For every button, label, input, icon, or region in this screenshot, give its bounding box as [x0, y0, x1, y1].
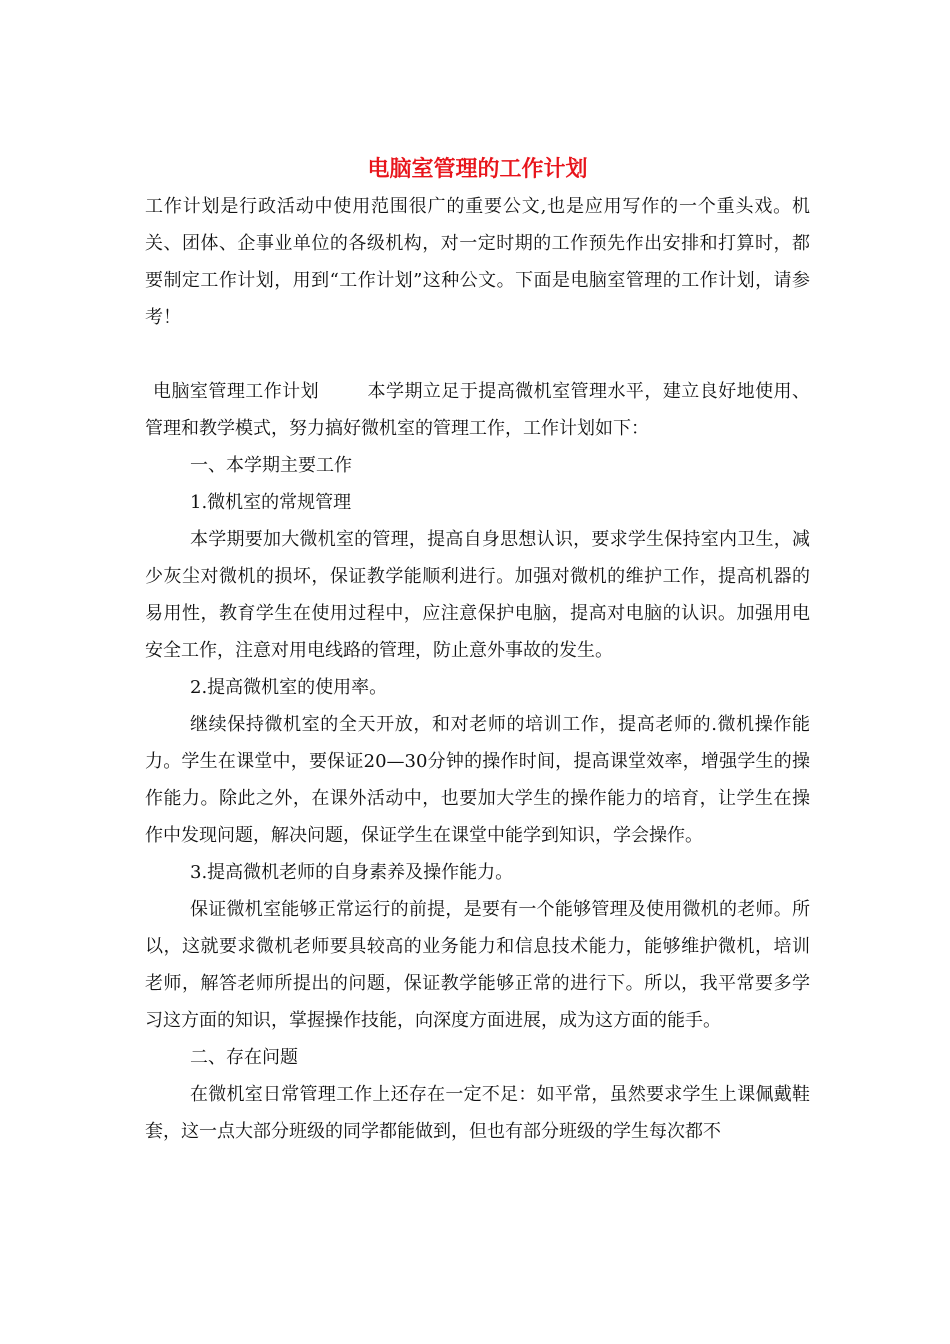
document-title: 电脑室管理的工作计划: [367, 156, 588, 182]
item-2-body: 继续保持微机室的全天开放，和对老师的培训工作，提高老师的.微机操作能力。学生在课堂中，要保证20—30分钟的操作时间，提高课堂效率，增强学生的操作能力。除此之外，在课外活动中，也要加大学生的操作能力的培育，让学生在操作中发现问题，解决问题，保证学生在课堂中能学到知识，学会操作。: [145, 714, 810, 846]
item-3-title: 3.提高微机老师的自身素养及操作能力。: [190, 862, 514, 883]
heading-problems: 二、存在问题: [190, 1047, 298, 1068]
heading-main-work: 一、本学期主要工作: [190, 455, 352, 476]
opening-text: 本学期立足于提高微机室管理水平，建立良好地使用、管理和教学模式，努力搞好微机室的管理工作，工作计划如下：: [145, 381, 811, 439]
problems-body: 在微机室日常管理工作上还存在一定不足：如平常，虽然要求学生上课佩戴鞋套，这一点大部分班级的同学都能做到，但也有部分班级的学生每次都不: [145, 1084, 810, 1142]
item-3-body: 保证微机室能够正常运行的前提，是要有一个能够管理及使用微机的老师。所以，这就要求微机老师要具较高的业务能力和信息技术能力，能够维护微机，培训老师，解答老师所提出的问题，保证教学能够正常的进行下。所以，我平常要多学习这方面的知识，掌握操作技能，向深度方面进展，成为这方面的能手。: [145, 899, 810, 1031]
document-page: [145, 150, 810, 1150]
item-1-body: 本学期要加大微机室的管理，提高自身思想认识，要求学生保持室内卫生，减少灰尘对微机的损坏，保证教学能顺利进行。加强对微机的维护工作，提高机器的易用性，教育学生在使用过程中，应注意保护电脑，提高对电脑的认识。加强用电安全工作，注意对用电线路的管理，防止意外事故的发生。: [145, 529, 810, 661]
blank-line: [145, 336, 810, 373]
opening-paragraph: [145, 373, 810, 447]
intro-paragraph: 工作计划是行政活动中使用范围很广的重要公文,也是应用写作的一个重头戏。机关、团体、企事业单位的各级机构，对一定时期的工作预先作出安排和打算时，都要制定工作计划，用到“工作计划”这种公文。下面是电脑室管理的工作计划，请参考！: [145, 196, 810, 328]
section-label: 电脑室管理工作计划: [153, 381, 320, 402]
item-2-title: 2.提高微机室的使用率。: [190, 677, 388, 698]
item-1-title: 1.微机室的常规管理: [190, 492, 352, 513]
